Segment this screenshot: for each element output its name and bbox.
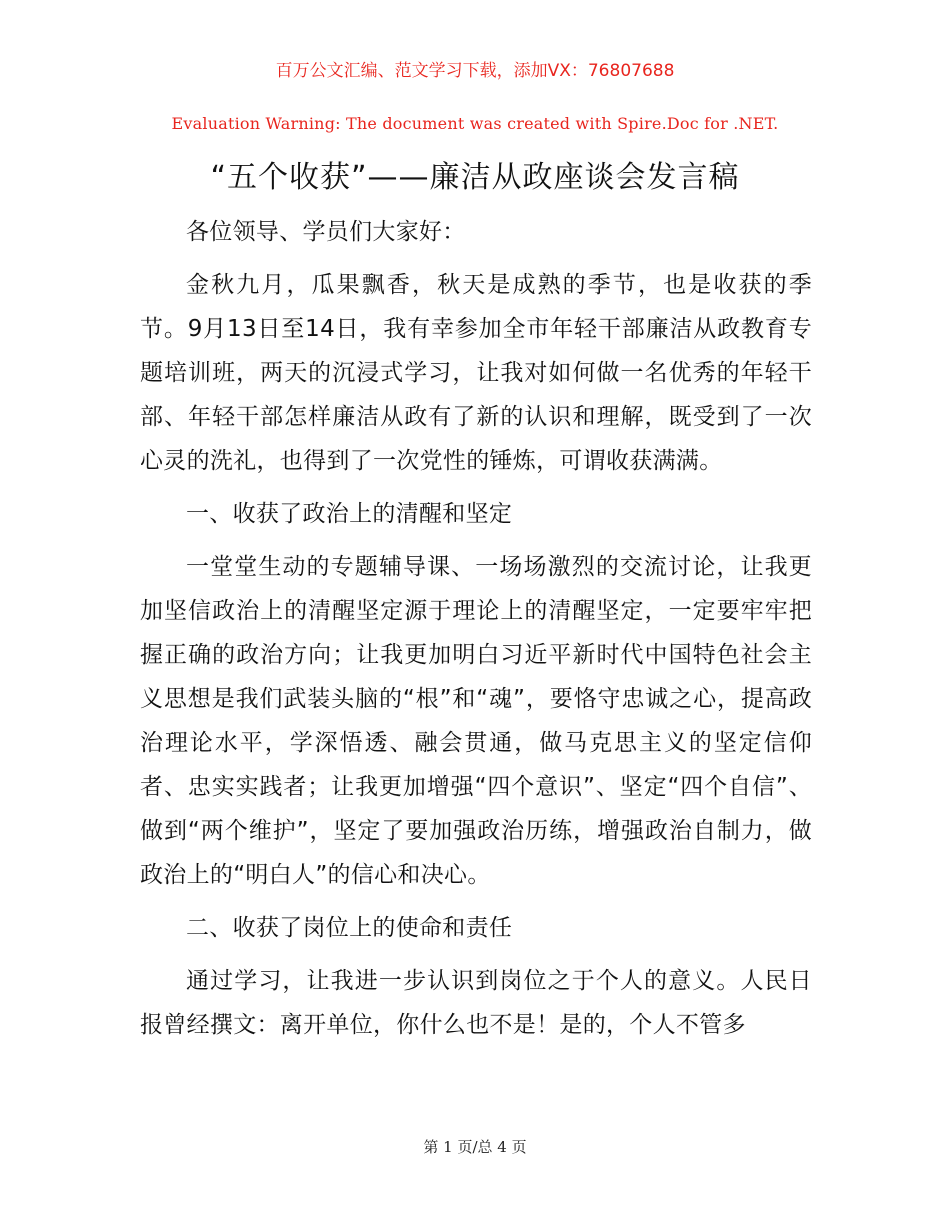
document-body [140,210,812,1047]
section-heading-2: 二、收获了岗位上的使命和责任 [186,915,513,941]
section-2-paragraph: 通过学习，让我进一步认识到岗位之于个人的意义。人民日报曾经撰文：离开单位，你什么也不是！是的，个人不管多 [140,968,812,1038]
document-title: “五个收获”——廉洁从政座谈会发言稿 [210,160,740,195]
evaluation-warning: Evaluation Warning: The document was created with Spire.Doc for .NET. [171,114,779,133]
header-ad-banner: 百万公文汇编、范文学习下载，添加VX：76807688 [275,61,675,81]
section-heading-1: 一、收获了政治上的清醒和坚定 [186,501,513,527]
section-1-paragraph: 一堂堂生动的专题辅导课、一场场激烈的交流讨论，让我更加坚信政治上的清醒坚定源于理论上的清醒坚定，一定要牢牢把握正确的政治方向；让我更加明白习近平新时代中国特色社会主义思想是我们武装头脑的“根”和“魂”，要恪守忠诚之心，提高政治理论水平，学深悟透、融会贯通，做马克思主义的坚定信仰者、忠实实践者；让我更加增强“四个意识”、坚定“四个自信”、做到“两个维护”，坚定了要加强政治历练，增强政治自制力，做政治上的“明白人”的信心和决心。 [140,554,812,888]
salutation-paragraph: 各位领导、学员们大家好： [186,219,466,245]
intro-paragraph: 金秋九月，瓜果飘香，秋天是成熟的季节，也是收获的季节。9月13日至14日，我有幸参加全市年轻干部廉洁从政教育专题培训班，两天的沉浸式学习，让我对如何做一名优秀的年轻干部、年轻干部怎样廉洁从政有了新的认识和理解，既受到了一次心灵的洗礼，也得到了一次党性的锤炼，可谓收获满满。 [140,272,812,474]
page-footer: 第 1 页/总 4 页 [423,1138,527,1156]
